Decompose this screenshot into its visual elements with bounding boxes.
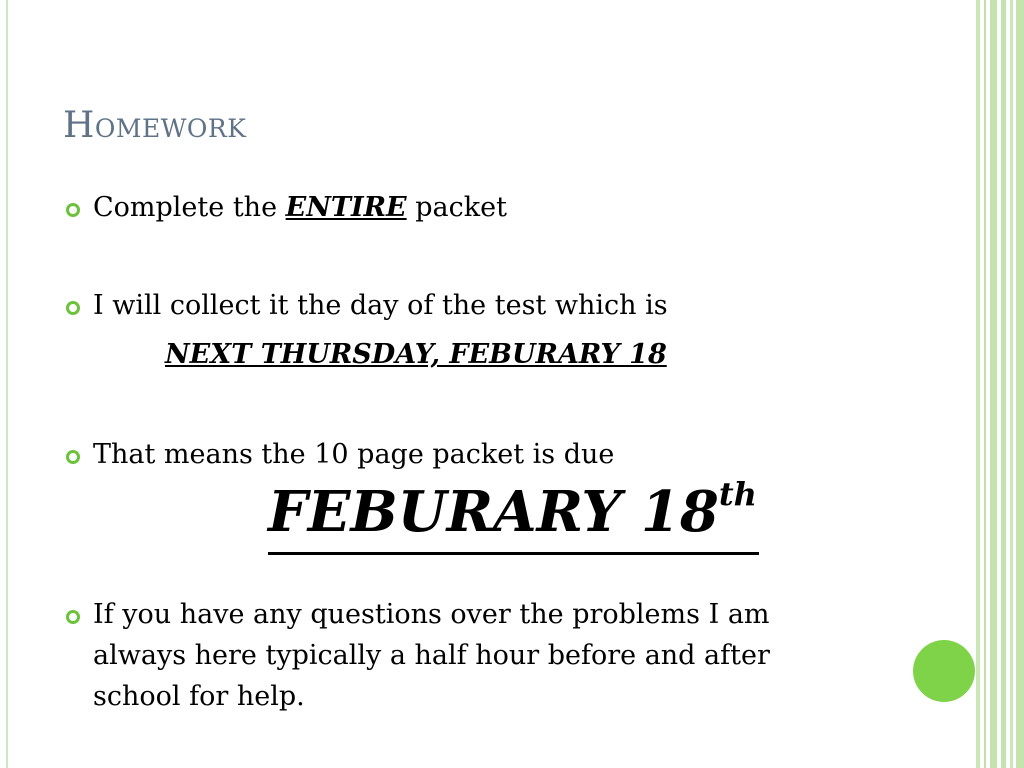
big-due-date-suffix: th: [718, 475, 757, 514]
due-date-line: NEXT THURSDAY, FEBURARY 18: [165, 339, 667, 370]
frame-stripe: [976, 0, 980, 768]
bullet-1-emphasis: ENTIRE: [285, 192, 407, 223]
frame-stripe: [990, 0, 997, 768]
frame-stripe: [1001, 0, 1006, 768]
bullet-1-pre: Complete the: [93, 192, 286, 223]
frame-stripe: [1010, 0, 1013, 768]
big-due-date: [268, 472, 759, 555]
decorative-circle: [913, 640, 975, 702]
bullet-2-text: I will collect it the day of the test which is: [93, 290, 668, 321]
frame-stripe: [1016, 0, 1024, 768]
frame-stripe: [984, 0, 986, 768]
bullet-icon: [66, 203, 80, 217]
bullet-4-line-3: school for help.: [93, 681, 305, 712]
bullet-3-text: That means the 10 page packet is due: [93, 439, 615, 470]
slide-title: Homework: [63, 105, 247, 146]
big-due-date-main: FEBURARY 18: [268, 479, 719, 545]
bullet-1-post: packet: [406, 192, 507, 223]
frame-line-left: [6, 0, 8, 768]
bullet-4-line-1: If you have any questions over the problems I am: [93, 599, 770, 630]
bullet-2-date: [165, 335, 667, 375]
bullet-4-line-2: always here typically a half hour before and after: [93, 640, 770, 671]
bullet-icon: [66, 301, 80, 315]
bullet-1-text: [93, 188, 507, 228]
bullet-icon: [66, 610, 80, 624]
bullet-4-text: [93, 594, 893, 717]
bullet-icon: [66, 450, 80, 464]
